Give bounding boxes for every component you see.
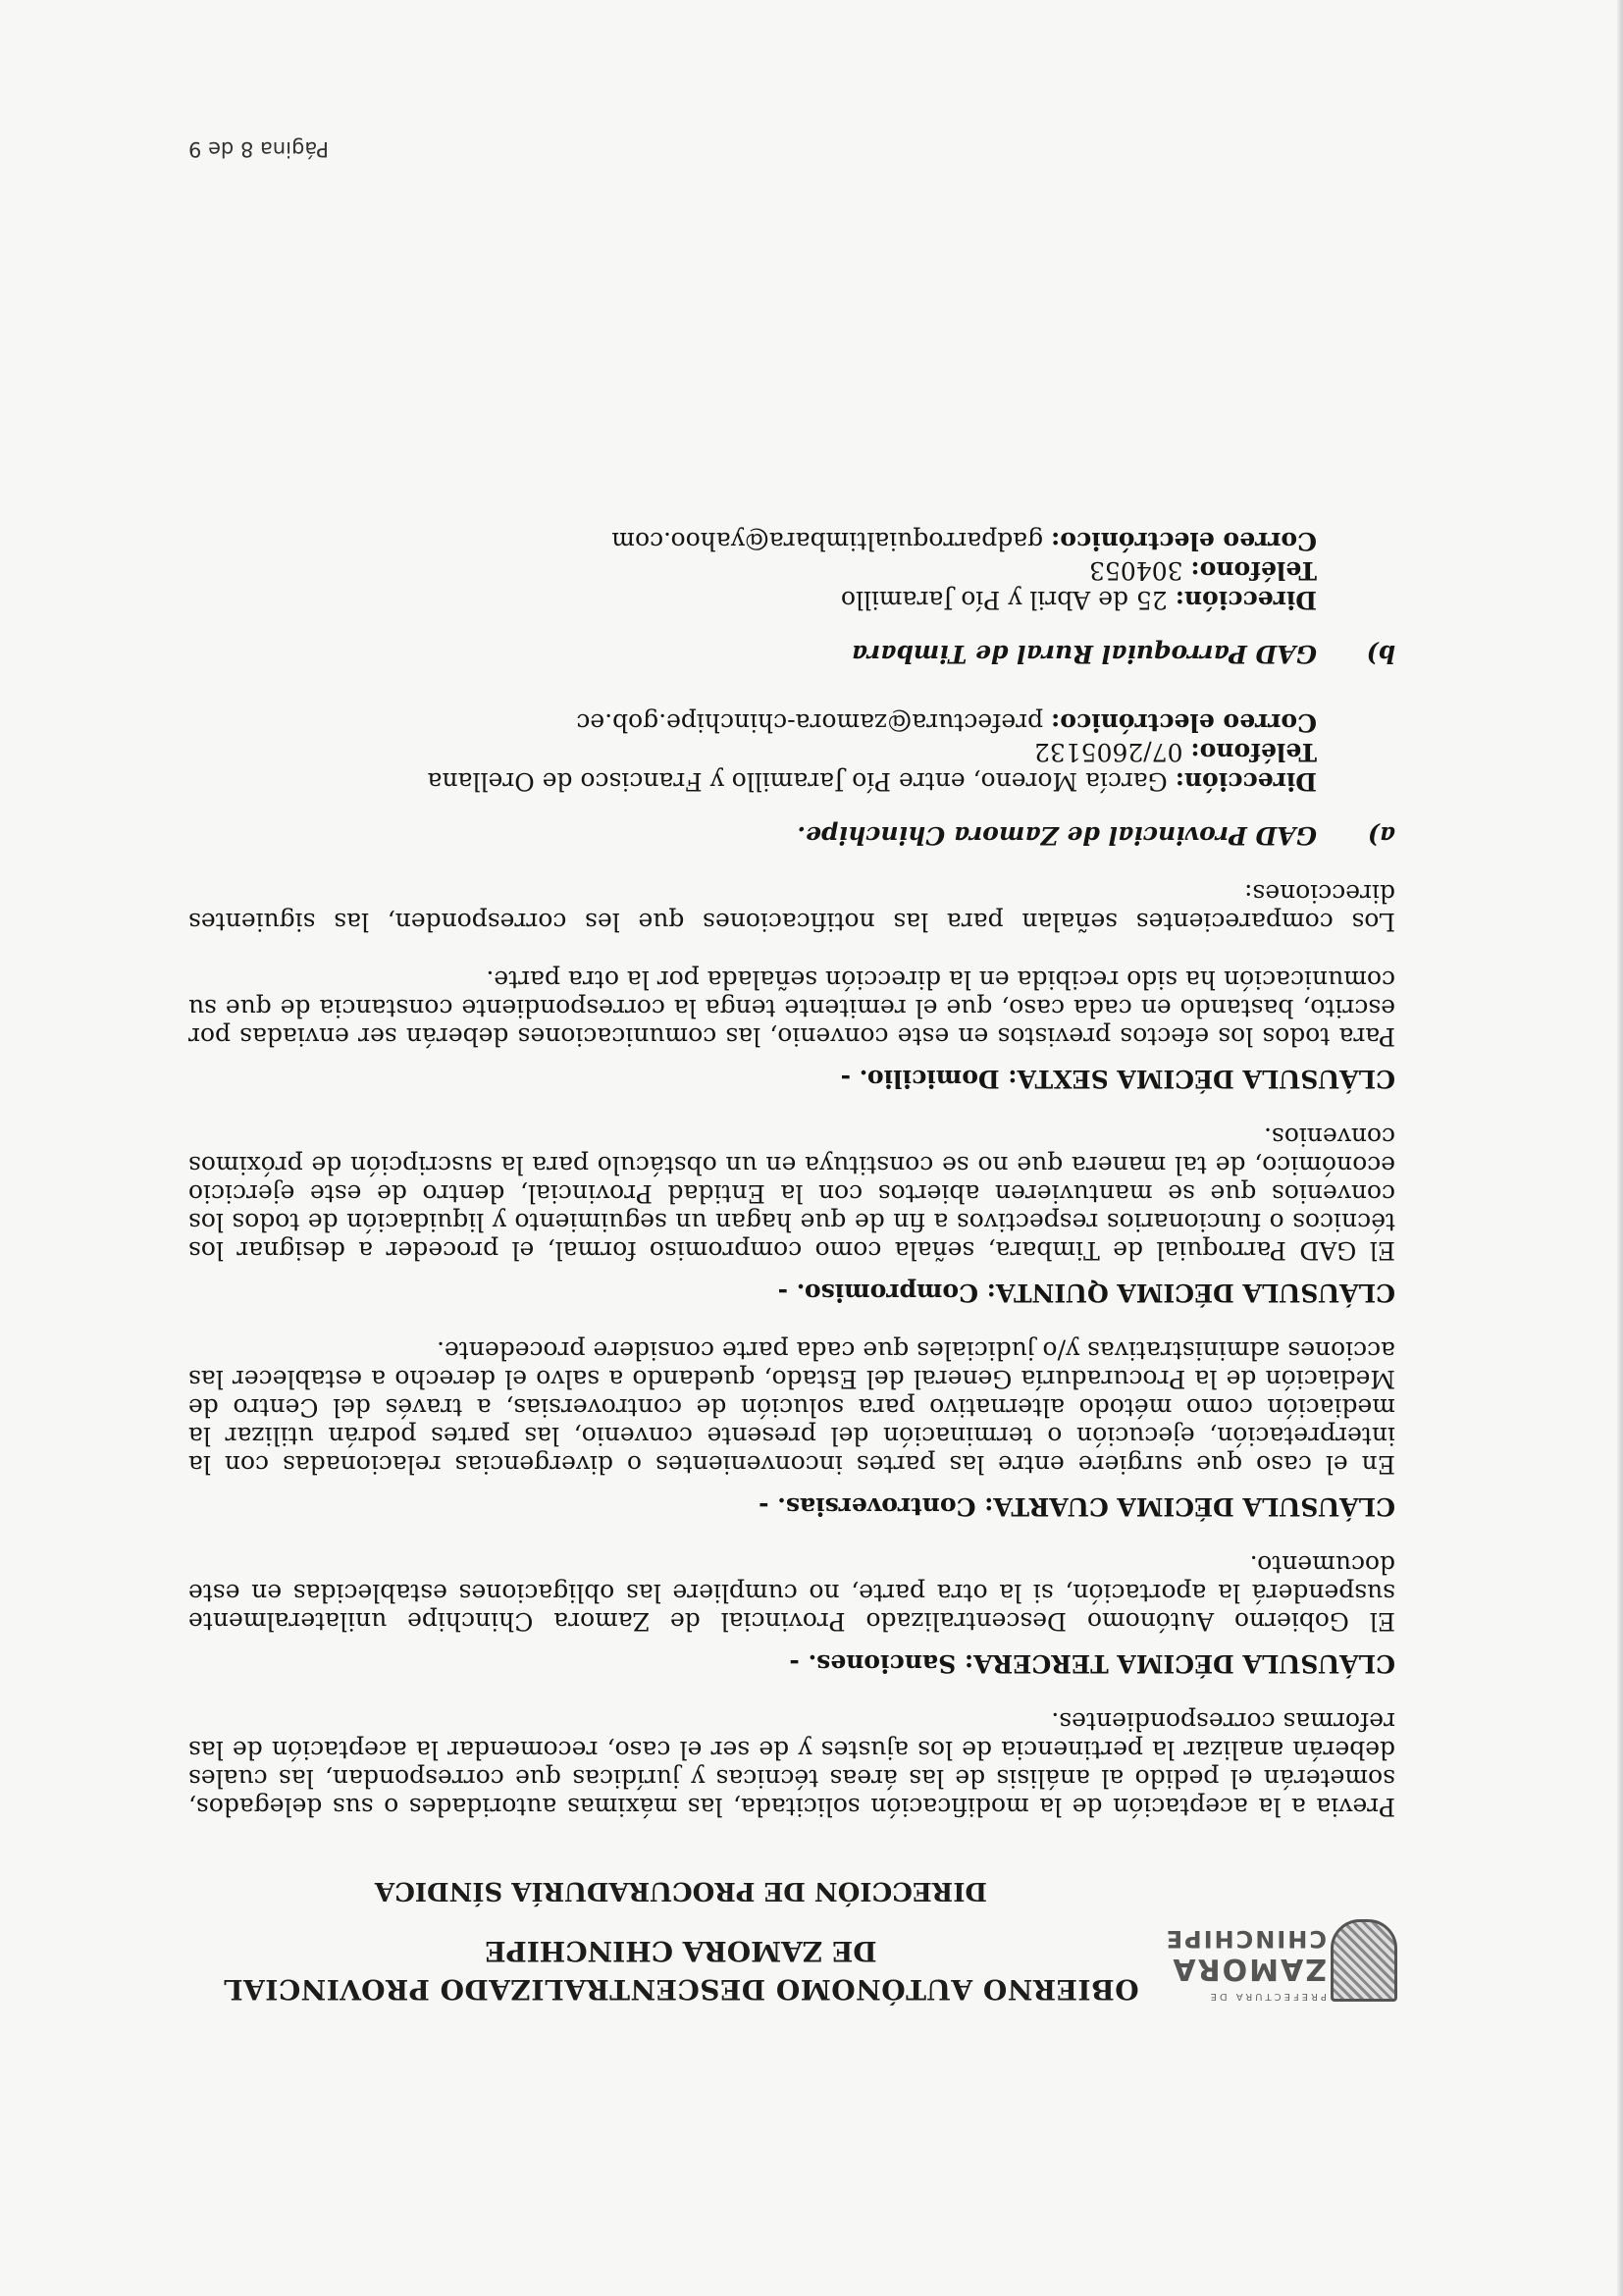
logo-line-1: ZAMORA <box>1171 1952 1327 1986</box>
logo-small-text: PREFECTURA DE <box>1207 1991 1327 2002</box>
header-titles <box>181 1876 1181 2011</box>
contact-email <box>188 526 1317 555</box>
addresses-intro: Los comparecientes señalan para las notificaciones que les corresponden, las siguientes direcciones: <box>188 879 1395 936</box>
contact-letter: b) <box>1366 640 1395 668</box>
clause-text: En el caso que surgiere entre las partes inconvenientes o divergencias relacionadas con la interpretación, ejecución o terminación del presente convenio, las partes podrán utilizar la mediación como método alternativo para solución de controversias, a través del Centro de Mediación de la Procuraduría General del Estado, quedando a salvo el derecho a establecer las acciones administrativas y/o judiciales que cada parte considere procedente. <box>188 1336 1395 1479</box>
clause-heading: CLÁUSULA DÉCIMA TERCERA: Sanciones. - <box>789 1649 1395 1678</box>
contact-provincial <box>188 707 1395 850</box>
clause-text: El GAD Parroquial de Timbara, señala como compromiso formal, el proceder a designar los técnicos o funcionarios respectivos a fin de que hagan un seguimiento y liquidación de todos los convenios que se mantuvieren abiertos con la Entidad Provincial, dentro de este ejercicio económico, de tal manera que no se constituya en un obstáculo para la suscripción de próximos convenios. <box>188 1122 1395 1265</box>
page-number: Página 8 de 9 <box>188 137 329 161</box>
clause-controversias <box>188 1336 1395 1521</box>
institution-subtitle: DE ZAMORA CHINCHIPE <box>485 1935 877 1967</box>
contact-email <box>188 707 1317 737</box>
intro-paragraph: Previa a la aceptación de la modificación solicitada, las máximas autoridades o sus delegados, someterán el pedido al análisis de las áreas técnicas y jurídicas que correspondan, las cuales deberán analizar la pertinencia de los ajustes y de ser el caso, recomendar la aceptación de las reformas correspondientes. <box>188 1707 1395 1821</box>
address-label: Dirección: <box>1175 767 1317 796</box>
prefectura-logo <box>1164 1884 1397 2011</box>
email-label: Correo electrónico: <box>1051 527 1317 555</box>
clause-heading: CLÁUSULA DÉCIMA QUINTA: Compromiso. - <box>777 1278 1395 1307</box>
contacts-list <box>188 526 1395 850</box>
contact-heading <box>188 640 1395 668</box>
contact-phone <box>188 555 1317 585</box>
department-title: DIRECCIÓN DE PROCURADURÍA SÍNDICA <box>375 1876 988 1905</box>
email-label: Correo electrónico: <box>1051 708 1317 737</box>
email-value: gadparroquialtimbara@yahoo.com <box>611 527 1044 555</box>
email-value: prefectura@zamora-chinchipe.gob.ec <box>576 708 1044 737</box>
prefectura-crest-icon <box>1331 1919 1397 2002</box>
contact-phone <box>188 737 1317 766</box>
clause-compromiso <box>188 1122 1395 1307</box>
clause-heading: CLÁUSULA DÉCIMA CUARTA: Controversias. - <box>759 1492 1395 1521</box>
contact-address <box>188 585 1317 614</box>
contact-name: GAD Provincial de Zamora Chinchipe. <box>797 821 1317 850</box>
clause-heading: CLÁUSULA DÉCIMA SEXTA: Domicilio. - <box>840 1065 1395 1093</box>
contact-heading <box>188 821 1395 850</box>
phone-value: 07/2605132 <box>1033 738 1183 766</box>
clause-text: Para todos los efectos previstos en este convenio, las comunicaciones deberán ser enviadas por escrito, bastando en cada caso, que el remitente tenga la correspondiente constancia de que su comunicación ha sido recibida en la dirección señalada por la otra parte. <box>188 965 1395 1051</box>
institution-title: OBIERNO AUTÓNOMO DESCENTRALIZADO PROVINCIAL <box>223 1973 1139 2006</box>
phone-label: Teléfono: <box>1190 738 1317 766</box>
logo-line-2: CHINCHIPE <box>1164 1925 1327 1953</box>
clause-domicilio <box>188 965 1395 1093</box>
scan-edge <box>1617 0 1623 2296</box>
document-header <box>181 1854 1397 2011</box>
document-body <box>188 487 1395 1821</box>
contact-address <box>188 766 1317 796</box>
phone-label: Teléfono: <box>1190 556 1317 585</box>
address-label: Dirección: <box>1175 586 1317 614</box>
contact-name: GAD Parroquial Rural de Timbara <box>851 640 1317 668</box>
clause-text: El Gobierno Autónomo Descentralizado Provincial de Zamora Chinchipe unilateralmente suspenderá la aportación, si la otra parte, no cumpliere las obligaciones establecidas en este documento. <box>188 1550 1395 1636</box>
phone-value: 304053 <box>1089 556 1183 585</box>
contact-letter: a) <box>1367 821 1395 850</box>
address-value: 25 de Abril y Pío Jaramillo <box>840 586 1168 614</box>
clause-sanciones <box>188 1550 1395 1678</box>
address-value: García Moreno, entre Pío Jaramillo y Francisco de Orellana <box>427 767 1168 796</box>
contact-parroquial <box>188 526 1395 668</box>
